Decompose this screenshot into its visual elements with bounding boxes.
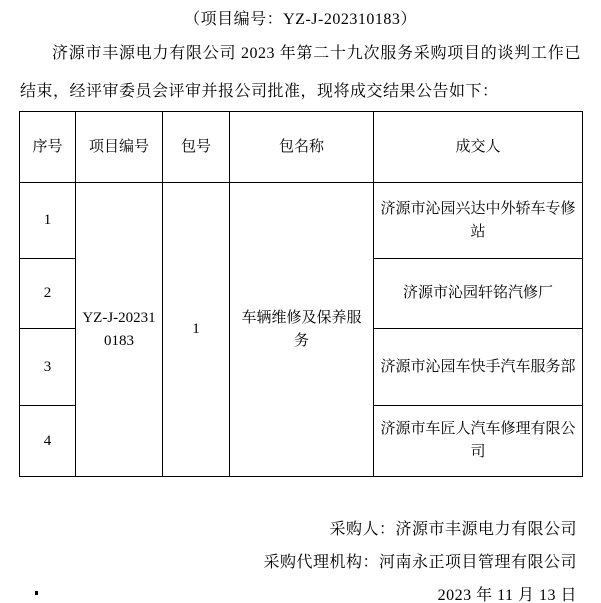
agency-line: 采购代理机构：河南永正项目管理有限公司 [263, 554, 577, 571]
col-header-seq: 序号 [20, 112, 76, 183]
intro-paragraph: 济源市丰源电力有限公司 2023 年第二十九次服务采购项目的谈判工作已结束，经评审委员会评审并报公司批准，现将成交结果公告如下： [20, 45, 581, 100]
winner-cell: 济源市车匠人汽车修理有限公司 [374, 406, 583, 477]
date-line: 2023 年 11 月 13 日 [437, 587, 577, 603]
winner-cell: 济源市沁园轩铭汽修厂 [374, 259, 583, 329]
package-no-cell: 1 [163, 183, 230, 477]
table-row [20, 183, 583, 259]
table-header-row [20, 112, 583, 183]
col-header-project-code: 项目编号 [76, 112, 163, 183]
winner-cell: 济源市沁园兴达中外轿车专修站 [374, 183, 583, 259]
seq-cell: 3 [20, 329, 76, 406]
col-header-package-no: 包号 [163, 112, 230, 183]
col-header-package-name: 包名称 [230, 112, 374, 183]
package-name-cell: 车辆维修及保养服务 [230, 183, 374, 477]
project-code-title: （项目编号：YZ-J-202310183） [184, 11, 417, 28]
winner-cell: 济源市沁园车快手汽车服务部 [374, 329, 583, 406]
purchaser-line: 采购人：济源市丰源电力有限公司 [329, 521, 577, 538]
award-result-table [19, 111, 583, 477]
seq-cell: 2 [20, 259, 76, 329]
project-code-cell: YZ-J-202310183 [76, 183, 163, 477]
signature-block [0, 513, 577, 603]
stray-period-mark [35, 591, 38, 595]
seq-cell: 4 [20, 406, 76, 477]
col-header-winner: 成交人 [374, 112, 583, 183]
seq-cell: 1 [20, 183, 76, 259]
